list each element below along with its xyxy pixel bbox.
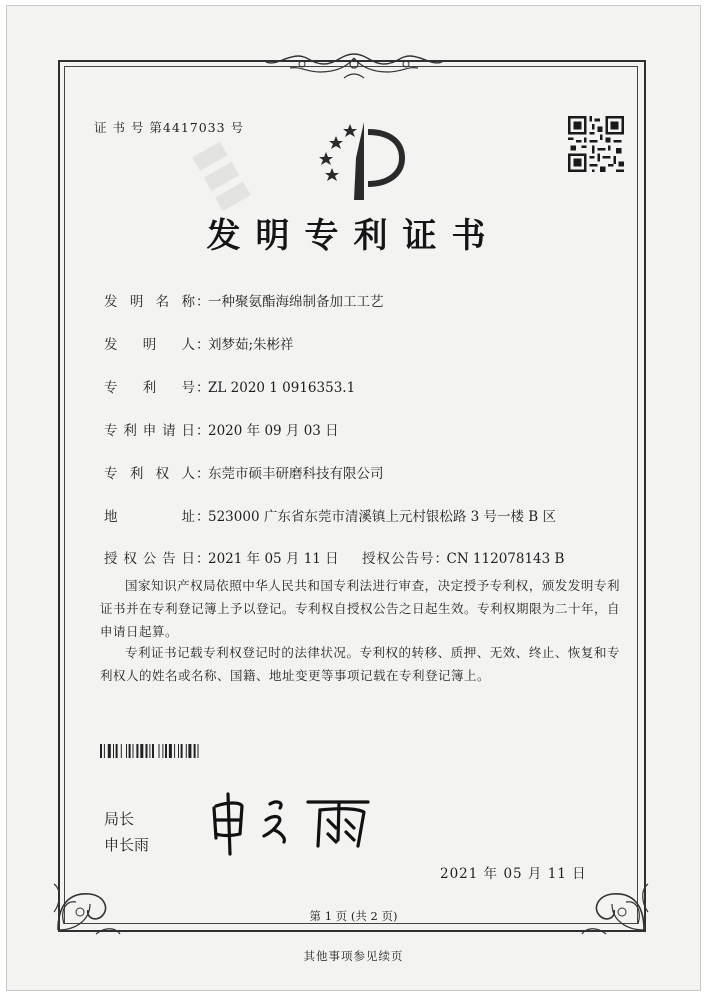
field-label: 授权公告日: [104, 551, 196, 567]
field-label: 授权公告号: [362, 551, 435, 567]
handwritten-signature: [208, 790, 376, 856]
field-grant-number: 授权公告号：CN 112078143 B: [362, 551, 565, 567]
field-label: 专利权人: [104, 466, 196, 482]
field-label: 地址: [104, 509, 196, 525]
field-patent-number: 专利号：ZL 2020 1 0916353.1: [104, 376, 355, 396]
field-value: 刘梦茹;朱彬祥: [208, 337, 294, 353]
qr-code-icon: [568, 116, 624, 172]
field-filing-date: 专利申请日：2020 年 09 月 03 日: [104, 419, 339, 439]
certificate-title: 发明专利证书: [206, 216, 501, 256]
director-name: 申长雨: [104, 836, 150, 854]
field-value: 523000 广东省东莞市清溪镇上元村银松路 3 号一楼 B 区: [208, 509, 557, 525]
barcode-icon: [100, 744, 250, 758]
field-value: 2020 年 09 月 03 日: [208, 423, 339, 439]
field-patentee: 专利权人：东莞市硕丰研磨科技有限公司: [104, 462, 384, 482]
cnipa-logo-icon: [306, 118, 406, 202]
certificate-number: 证 书 号 第4417033 号: [94, 120, 245, 135]
field-value: 东莞市硕丰研磨科技有限公司: [208, 466, 384, 482]
field-invention-name: 发明名称：一种聚氨酯海绵制备加工工艺: [104, 290, 384, 310]
page-indicator: 第 1 页 (共 2 页): [309, 909, 398, 923]
field-value: ZL 2020 1 0916353.1: [208, 380, 356, 396]
field-label: 发明人: [104, 337, 196, 353]
watermark: ▮▮▮: [186, 132, 264, 217]
field-label: 发明名称: [104, 294, 196, 310]
top-ornament: [262, 50, 446, 84]
legal-paragraph-1: 国家知识产权局依照中华人民共和国专利法进行审查，决定授予专利权，颁发发明专利证书并在专利登记簿上予以登记。专利权自授权公告之日起生效。专利权期限为二十年，自申请日起算。: [100, 578, 621, 639]
field-label: 专利申请日: [104, 423, 196, 439]
field-inventors: 发明人：刘梦茹;朱彬祥: [104, 333, 294, 353]
field-address: 地址：523000 广东省东莞市清溪镇上元村银松路 3 号一楼 B 区: [104, 505, 556, 525]
field-label: 专利号: [104, 380, 196, 396]
corner-ornament-bottom-left: [50, 864, 124, 938]
issue-date: 2021 年 05 月 11 日: [440, 866, 587, 882]
corner-ornament-bottom-right: [578, 864, 652, 938]
field-value: 2021 年 05 月 11 日: [208, 551, 339, 567]
director-title: 局长: [104, 810, 135, 828]
legal-paragraph-2: 专利证书记载专利权登记时的法律状况。专利权的转移、质押、无效、终止、恢复和专利权人的姓名或名称、国籍、地址变更等事项记载在专利登记簿上。: [100, 645, 620, 683]
field-grant-date: 授权公告日：2021 年 05 月 11 日: [104, 547, 339, 567]
footer-note: 其他事项参见续页: [303, 949, 404, 963]
field-value: 一种聚氨酯海绵制备加工工艺: [208, 294, 384, 310]
field-value: CN 112078143 B: [446, 551, 565, 567]
